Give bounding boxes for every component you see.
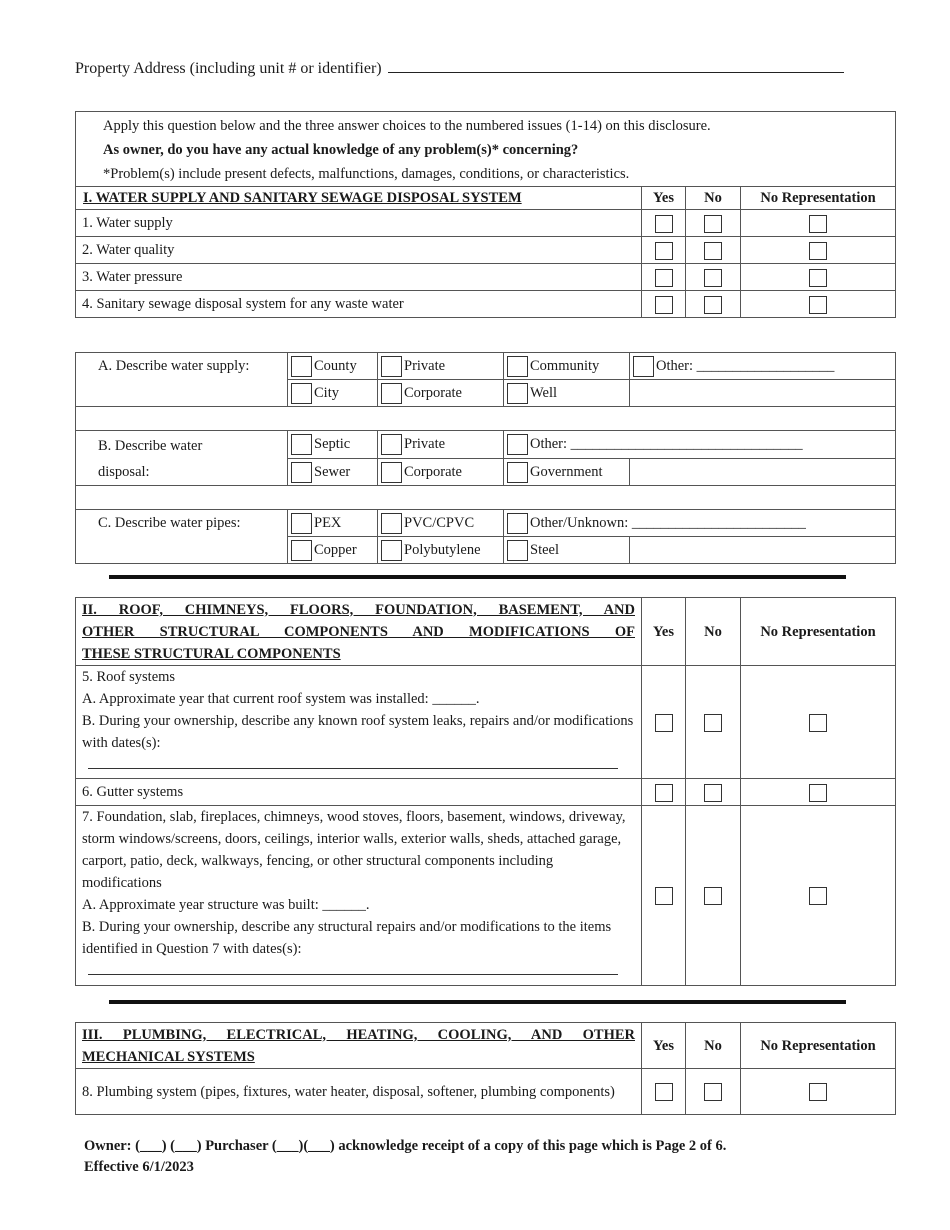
spacer-row — [76, 486, 896, 510]
option-label: Private — [404, 436, 446, 453]
page-footer — [84, 1136, 726, 1178]
table-row — [76, 666, 896, 779]
supply-county-checkbox[interactable] — [291, 356, 312, 377]
column-no-representation: No Representation — [741, 598, 896, 666]
instructions-footnote: *Problem(s) include present defects, malfunctions, damages, conditions, or characteristics. — [103, 166, 630, 182]
option-label: Steel — [530, 541, 559, 558]
disposal-corporate-checkbox[interactable] — [381, 462, 402, 483]
supply-corporate-checkbox[interactable] — [381, 383, 402, 404]
water-pipes-label: C. Describe water pipes: — [76, 510, 288, 564]
option-label: Government — [530, 463, 603, 480]
option-label: Corporate — [404, 463, 462, 480]
property-address-field[interactable] — [388, 58, 844, 73]
option-label: PVC/CPVC — [404, 514, 475, 531]
acknowledgement-line: Owner: (___) (___) Purchaser (___)(___) acknowledge receipt of a copy of this page which is Page 2 of 6. — [84, 1138, 727, 1154]
supply-private-checkbox[interactable] — [381, 356, 402, 377]
pipes-polybutylene-checkbox[interactable] — [381, 540, 402, 561]
pipes-pex-checkbox[interactable] — [291, 513, 312, 534]
instructions-line-1: Apply this question below and the three answer choices to the numbered issues (1-14) on this disclosure. — [103, 118, 711, 134]
item-5-no-rep-checkbox[interactable] — [809, 714, 827, 732]
item-5-no-checkbox[interactable] — [704, 714, 722, 732]
item-3-yes-checkbox[interactable] — [655, 269, 673, 287]
item-7-yes-checkbox[interactable] — [655, 887, 673, 905]
section-2-title — [76, 598, 642, 666]
column-no: No — [686, 598, 741, 666]
item-3-no-rep-checkbox[interactable] — [809, 269, 827, 287]
option-label: Private — [404, 357, 446, 374]
item-1-yes-checkbox[interactable] — [655, 215, 673, 233]
property-address — [75, 58, 844, 78]
effective-date: Effective 6/1/2023 — [84, 1159, 194, 1175]
table-row — [76, 210, 896, 237]
section-2-title-line-1: II. ROOF, CHIMNEYS, FLOORS, FOUNDATION, BASEMENT, AND — [82, 601, 635, 618]
pipes-pvc-checkbox[interactable] — [381, 513, 402, 534]
option-label: Copper — [314, 541, 357, 558]
item-4-no-rep-checkbox[interactable] — [809, 296, 827, 314]
disposal-sewer-checkbox[interactable] — [291, 462, 312, 483]
item-7-no-rep-checkbox[interactable] — [809, 887, 827, 905]
table-row — [76, 1069, 896, 1115]
item-7-cell — [76, 806, 642, 986]
item-3-label: 3. Water pressure — [76, 264, 642, 291]
spacer-row — [76, 407, 896, 431]
item-4-label: 4. Sanitary sewage disposal system for any waste water — [76, 291, 642, 318]
section-3-title — [76, 1023, 642, 1069]
item-5-yes-checkbox[interactable] — [655, 714, 673, 732]
column-yes: Yes — [642, 598, 686, 666]
item-3-no-checkbox[interactable] — [704, 269, 722, 287]
item-6-label: 6. Gutter systems — [76, 779, 642, 806]
item-6-no-rep-checkbox[interactable] — [809, 784, 827, 802]
section-3-title-line-1: III. PLUMBING, ELECTRICAL, HEATING, COOLING, AND OTHER — [82, 1026, 635, 1043]
item-7-title: 7. Foundation, slab, fireplaces, chimneys, wood stoves, floors, basement, windows, driveway, storm windows/screens, doors, ceilings, interior walls, exterior walls, sheds, attached garage, carport, patio, deck, walkways, fencing, or other structural components including modifications — [82, 809, 626, 891]
option-label: Corporate — [404, 384, 462, 401]
supply-other-checkbox[interactable] — [633, 356, 654, 377]
option-label: Well — [530, 384, 558, 401]
disposal-other-field[interactable]: Other: ________________________________ — [530, 436, 803, 453]
item-8-label: 8. Plumbing system (pipes, fixtures, water heater, disposal, softener, plumbing components) — [76, 1069, 642, 1115]
item-6-no-checkbox[interactable] — [704, 784, 722, 802]
item-7-no-checkbox[interactable] — [704, 887, 722, 905]
supply-community-checkbox[interactable] — [507, 356, 528, 377]
item-8-yes-checkbox[interactable] — [655, 1083, 673, 1101]
section-2-table — [75, 597, 896, 986]
section-1-title: I. WATER SUPPLY AND SANITARY SEWAGE DISPOSAL SYSTEM — [76, 187, 642, 210]
pipes-other-checkbox[interactable] — [507, 513, 528, 534]
section-2-title-line-2: OTHER STRUCTURAL COMPONENTS AND MODIFICATIONS OF — [82, 623, 635, 640]
water-details-table — [75, 352, 896, 564]
item-5-title: 5. Roof systems — [82, 669, 176, 685]
item-5-a: A. Approximate year that current roof system was installed: ______. — [82, 691, 480, 707]
section-2-title-line-3: THESE STRUCTURAL COMPONENTS — [82, 645, 341, 662]
item-8-no-checkbox[interactable] — [704, 1083, 722, 1101]
item-2-yes-checkbox[interactable] — [655, 242, 673, 260]
column-yes: Yes — [642, 187, 686, 210]
disposal-private-checkbox[interactable] — [381, 434, 402, 455]
item-5-cell — [76, 666, 642, 779]
item-5-b: B. During your ownership, describe any known roof system leaks, repairs and/or modifications with dates(s): — [82, 713, 634, 751]
water-supply-label: A. Describe water supply: — [76, 353, 288, 407]
option-label: Septic — [314, 436, 351, 453]
item-2-no-rep-checkbox[interactable] — [809, 242, 827, 260]
column-no: No — [686, 187, 741, 210]
column-no-representation: No Representation — [741, 187, 896, 210]
section-3-title-line-2: MECHANICAL SYSTEMS — [82, 1048, 255, 1065]
disposal-government-checkbox[interactable] — [507, 462, 528, 483]
table-row — [76, 264, 896, 291]
empty-cell — [630, 458, 896, 486]
item-4-yes-checkbox[interactable] — [655, 296, 673, 314]
section-divider — [109, 1000, 846, 1004]
table-row — [76, 779, 896, 806]
instructions-question: As owner, do you have any actual knowledge of any problem(s)* concerning? — [103, 142, 579, 158]
column-yes: Yes — [642, 1023, 686, 1069]
table-row — [76, 291, 896, 318]
section-1-table — [75, 111, 896, 318]
disposal-other-checkbox[interactable] — [507, 434, 528, 455]
column-no-representation: No Representation — [741, 1023, 896, 1069]
option-label: Sewer — [314, 463, 351, 480]
option-label: Polybutylene — [404, 541, 481, 558]
water-disposal-label: B. Describe water disposal: — [76, 431, 288, 486]
column-no: No — [686, 1023, 741, 1069]
option-label: PEX — [314, 514, 342, 531]
item-7-description-field[interactable] — [88, 968, 618, 975]
item-7-a: A. Approximate year structure was built: ______. — [82, 897, 370, 913]
section-divider — [109, 575, 846, 579]
section-3-table — [75, 1022, 896, 1115]
supply-well-checkbox[interactable] — [507, 383, 528, 404]
item-2-no-checkbox[interactable] — [704, 242, 722, 260]
item-7-b: B. During your ownership, describe any structural repairs and/or modifications to the items identified in Question 7 with dates(s): — [82, 919, 612, 957]
option-label: City — [314, 384, 339, 401]
disposal-septic-checkbox[interactable] — [291, 434, 312, 455]
option-label: Community — [530, 357, 600, 374]
empty-cell — [630, 380, 896, 407]
empty-cell — [630, 537, 896, 564]
item-8-no-rep-checkbox[interactable] — [809, 1083, 827, 1101]
option-label: County — [314, 357, 357, 374]
instructions-box — [76, 112, 896, 187]
table-row — [76, 237, 896, 264]
supply-city-checkbox[interactable] — [291, 383, 312, 404]
item-4-no-checkbox[interactable] — [704, 296, 722, 314]
item-1-no-checkbox[interactable] — [704, 215, 722, 233]
item-6-yes-checkbox[interactable] — [655, 784, 673, 802]
table-row — [76, 806, 896, 986]
pipes-other-field[interactable]: Other/Unknown: ________________________ — [530, 514, 806, 531]
item-2-label: 2. Water quality — [76, 237, 642, 264]
pipes-copper-checkbox[interactable] — [291, 540, 312, 561]
property-address-label: Property Address (including unit # or identifier) — [75, 60, 382, 77]
supply-other-field[interactable]: Other: ___________________ — [656, 357, 835, 374]
item-1-no-rep-checkbox[interactable] — [809, 215, 827, 233]
item-1-label: 1. Water supply — [76, 210, 642, 237]
item-5-description-field[interactable] — [88, 762, 618, 769]
pipes-steel-checkbox[interactable] — [507, 540, 528, 561]
